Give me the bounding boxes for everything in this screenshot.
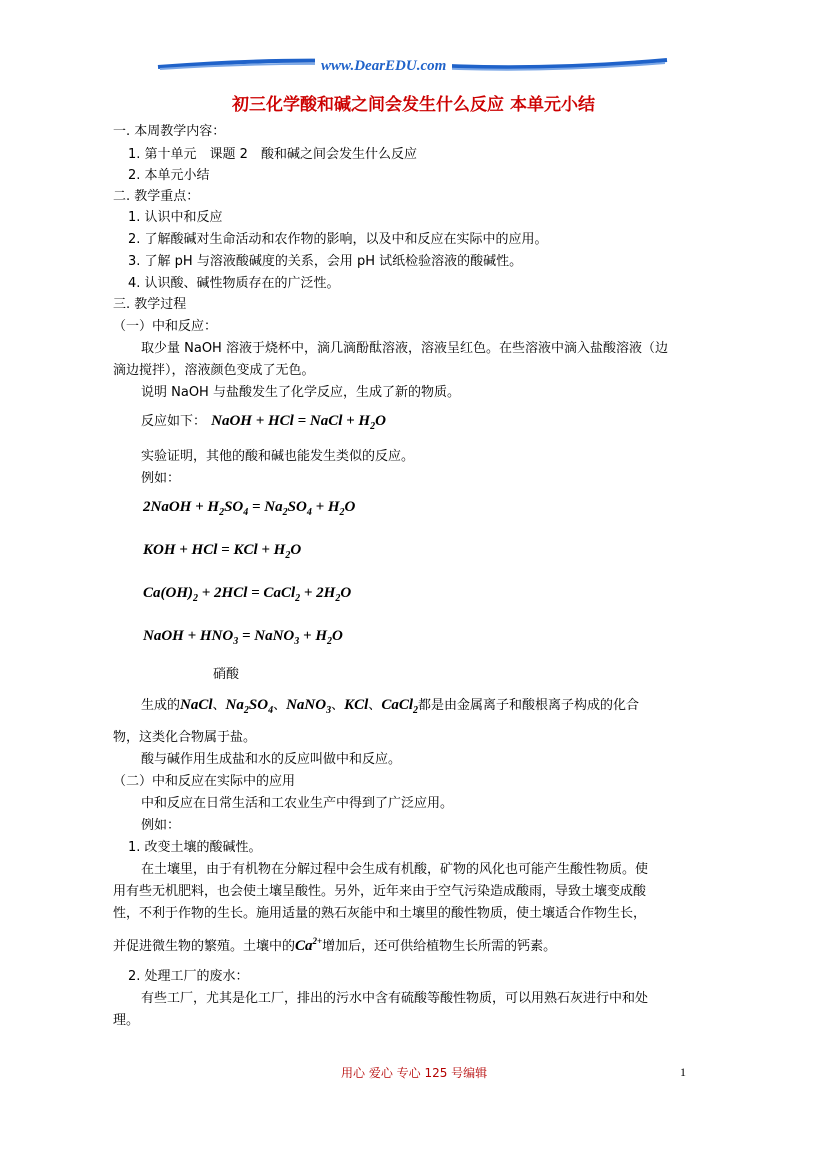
paragraph: 说明 NaOH 与盐酸发生了化学反应，生成了新的物质。 [141, 385, 460, 400]
page-number: 1 [680, 1065, 686, 1079]
paragraph: 理。 [113, 1013, 140, 1028]
equation: KOH + HCl = KCl + $H_2O$ [143, 542, 302, 561]
section-2-item: 3. 了解 pH 与溶液酸碱度的关系，会用 pH 试纸检验溶液的酸碱性。 [128, 254, 523, 269]
paragraph: 有些工厂，尤其是化工厂，排出的污水中含有硫酸等酸性物质，可以用熟石灰进行中和处 [141, 991, 649, 1006]
section-1-heading: 一. 本周教学内容： [113, 124, 226, 139]
application-2-heading: 2. 处理工厂的废水： [128, 969, 249, 984]
products-formulas: NaCl、$Na_2SO_4$、NaNO$_3$、KCl、CaCl$_2$ [180, 697, 418, 716]
calcium-line [113, 935, 556, 955]
paragraph: 取少量 NaOH 溶液于烧杯中，滴几滴酚酞溶液，溶液呈红色。在些溶液中滴入盐酸溶液（边 [141, 341, 668, 356]
products-prefix: 生成的 [141, 698, 181, 713]
calcium-suffix: 增加后，还可供给植物生长所需的钙素。 [322, 939, 557, 954]
section-2-item: 4. 认识酸、碱性物质存在的广泛性。 [128, 276, 340, 291]
paragraph: 性，不利于作物的生长。施用适量的熟石灰能中和土壤里的酸性物质，使土壤适合作物生长， [113, 906, 647, 921]
example-label: 例如： [141, 471, 181, 486]
site-name[interactable]: www.DearEDU.com [315, 58, 452, 75]
reaction-label: 反应如下： [141, 414, 207, 429]
example-label: 例如： [141, 818, 181, 833]
section-3-heading: 三. 教学过程 [113, 297, 187, 312]
equation: 2NaOH + $H_2SO_4 = Na_2SO_4 + H_2O$ [143, 499, 356, 518]
paragraph: 滴边搅拌），溶液颜色变成了无色。 [113, 363, 315, 378]
equation: NaOH + $HNO_3$ = NaNO$_3$ + $H_2O$ [143, 628, 343, 647]
section-1-item: 1. 第十单元 课题 2 酸和碱之间会发生什么反应 [128, 147, 417, 162]
paragraph: 中和反应在日常生活和工农业生产中得到了广泛应用。 [141, 796, 454, 811]
reaction-line [141, 410, 386, 432]
paragraph: 实验证明，其他的酸和碱也能发生类似的反应。 [141, 449, 415, 464]
products-line [141, 694, 639, 716]
subsection-1-heading: （一）中和反应： [113, 319, 218, 334]
section-2-item: 2. 了解酸碱对生命活动和农作物的影响，以及中和反应在实际中的应用。 [128, 232, 548, 247]
subsection-2-heading: （二）中和反应在实际中的应用 [113, 774, 296, 789]
page-title: 初三化学酸和碱之间会发生什么反应 本单元小结 [232, 95, 595, 115]
nitric-acid-note: 硝酸 [213, 667, 240, 682]
section-1-item: 2. 本单元小结 [128, 168, 210, 183]
application-1-heading: 1. 改变土壤的酸碱性。 [128, 840, 262, 855]
footer-slogan: 用心 爱心 专心 125 号编辑 [341, 1066, 488, 1080]
equation-main: NaOH + HCl = NaCl + $H_2O$ [211, 413, 386, 432]
definition: 酸与碱作用生成盐和水的反应叫做中和反应。 [141, 752, 402, 767]
header-banner [150, 52, 675, 82]
calcium-prefix: 并促进微生物的繁殖。土壤中的 [113, 939, 296, 954]
products-suffix: 都是由金属离子和酸根离子构成的化合 [418, 698, 640, 713]
paragraph: 物，这类化合物属于盐。 [113, 730, 257, 745]
calcium-ion: $Ca^{2+}$ [295, 936, 323, 954]
section-2-heading: 二. 教学重点： [113, 189, 200, 204]
section-2-item: 1. 认识中和反应 [128, 210, 223, 225]
paragraph: 在土壤里，由于有机物在分解过程中会生成有机酸，矿物的风化也可能产生酸性物质。使 [141, 862, 649, 877]
equation: $Ca(OH)_2 + 2HCl$ = CaCl$_2$ + $2H_2O$ [143, 585, 352, 604]
paragraph: 用有些无机肥料，也会使土壤呈酸性。另外，近年来由于空气污染造成酸雨，导致土壤变成酸 [113, 884, 647, 899]
